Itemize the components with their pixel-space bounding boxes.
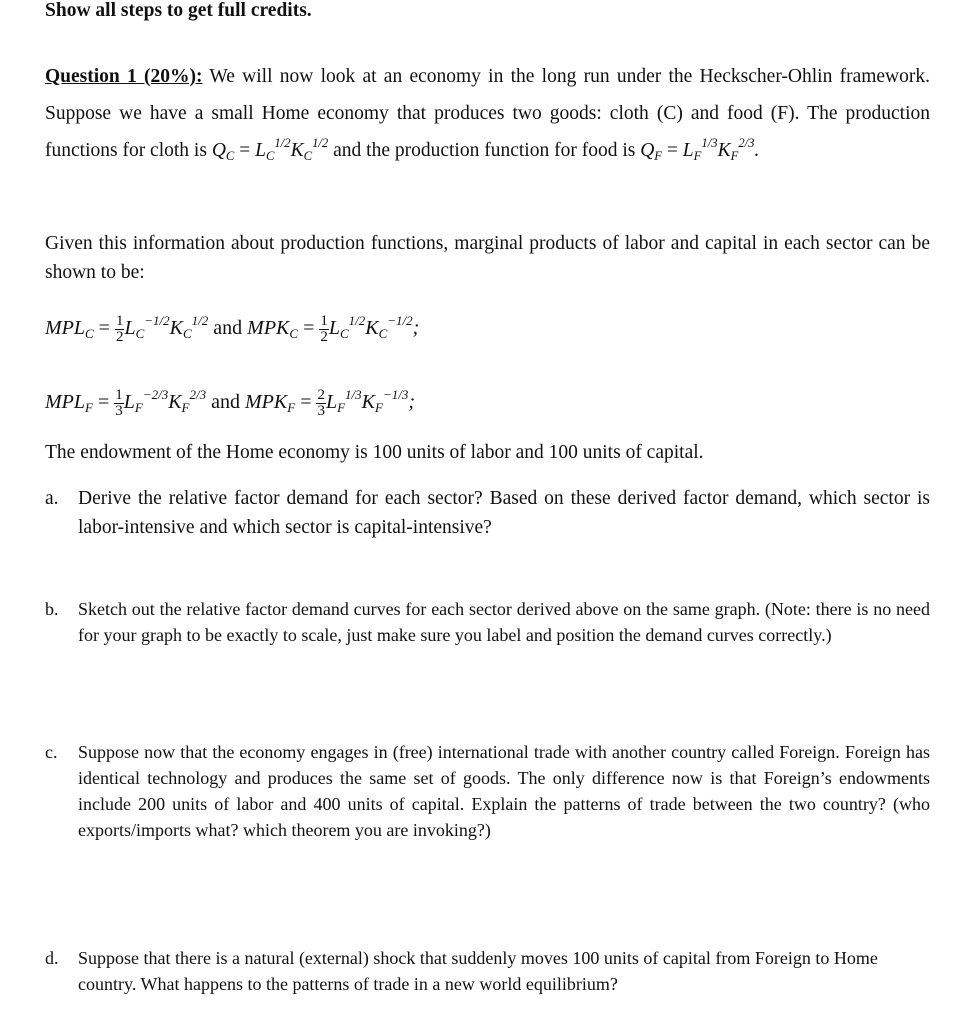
part-b	[45, 596, 930, 648]
and-word: and	[213, 317, 243, 340]
mpl-mpk-food-equation: MPLF = $\frac{1}{3}$ $LF^{-2/3}KF^{2/3}$ and MPKF = $\frac{2}{3}$ $LF^{1/3}KF^{-1/3}$;	[45, 387, 416, 419]
question-given-text: Given this information about production functions, marginal products of labor and capital in each sector can be shown to be:	[45, 233, 930, 283]
food-production-function: QF = $LF^{1/3}KF^{2/3}$.	[640, 136, 760, 163]
mpl-mpk-cloth-equation: MPLC = $\frac{1}{2}$ $LC^{-1/2}KC^{1/2}$ and MPKC = $\frac{1}{2}$ $LC^{1/2}KC^{-1/2}$;	[45, 313, 420, 345]
part-letter: a.	[45, 488, 59, 509]
part-text: Suppose now that the economy engages in (free) international trade with another country called Foreign. Foreign has identical technology and produces the same set of goods. The only difference now is that Foreign’s endowments include 200 units of labor and 400 units of capital. Explain the patterns of trade between the two country? (who exports/imports what? which theorem you are invoking?)	[78, 742, 930, 840]
part-text: Derive the relative factor demand for each sector? Based on these derived factor demand, which sector is labor-intensive and which sector is capital-intensive?	[78, 488, 930, 538]
part-d	[45, 945, 930, 997]
question-intro-text: We will now look at an economy in the long run under the Heckscher-Ohlin framework. Suppose we have a small Home economy that produces two goods: cloth (C) and food (F). The production functions for cloth is	[45, 66, 931, 161]
question-label: Question 1 (20%):	[45, 66, 203, 87]
part-a	[45, 484, 930, 542]
part-c	[45, 739, 930, 843]
and-word: and	[211, 391, 241, 414]
endowment-text: The endowment of the Home economy is 100 units of labor and 100 units of capital.	[45, 442, 704, 463]
question-1-intro	[45, 58, 930, 171]
part-letter: d.	[45, 948, 59, 968]
cloth-production-function: QC = $LC^{1/2}KC^{1/2}$	[211, 136, 329, 163]
question-mid-text: and the production function for food is	[333, 140, 636, 161]
part-letter: c.	[45, 742, 58, 762]
instructions-header: Show all steps to get full credits.	[45, 0, 312, 21]
part-text: Suppose that there is a natural (external) shock that suddenly moves 100 units of capital from Foreign to Home country. What happens to the patterns of trade in a new world equilibrium?	[78, 948, 878, 994]
part-letter: b.	[45, 599, 59, 619]
part-text: Sketch out the relative factor demand curves for each sector derived above on the same graph. (Note: there is no need for your graph to be exactly to scale, just make sure you label and position the demand curves correctly.)	[78, 599, 930, 645]
